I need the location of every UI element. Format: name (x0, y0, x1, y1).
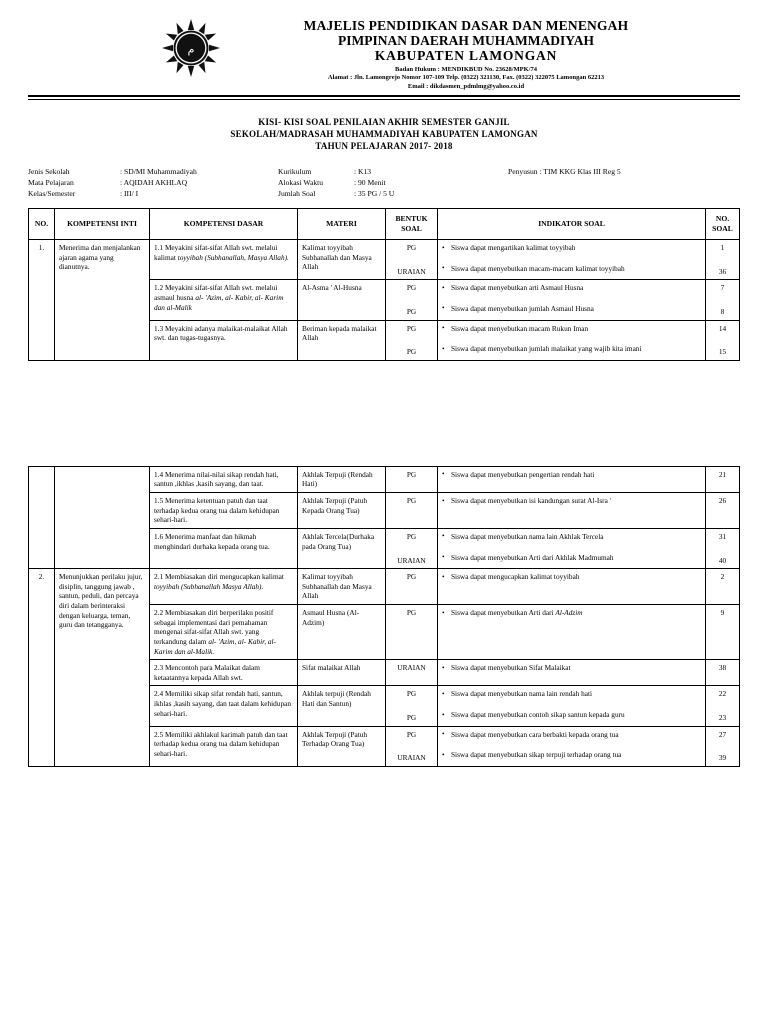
header-bentuk-line1: BENTUK (395, 213, 428, 223)
identity-middle-values (354, 166, 394, 199)
table-row (29, 569, 740, 605)
bentuk-soal-value: PG (406, 469, 417, 479)
indikator-item: • Siswa dapat mengucapkan kalimat toyyibah (442, 572, 701, 582)
value-kurikulum: : K13 (354, 166, 372, 176)
org-line-2: PIMPINAN DAERAH MUHAMMADIYAH (338, 33, 594, 49)
indikator-item: • Siswa dapat menyebutkan pengertian rendah hati (442, 470, 701, 480)
org-line-3: KABUPATEN LAMONGAN (374, 48, 558, 64)
cell-kompetensi-inti: Menunjukkan perilaku jujur, disiplin, tanggung jawab , santun, peduli, dan percaya diri dalam berinteraksi dengan keluarga, teman, guru dan tetangganya. (55, 569, 150, 767)
indikator-item: • Siswa dapat menyebutkan contoh sikap santun kepada guru (442, 710, 701, 720)
table-header-row (29, 208, 740, 239)
cell-kompetensi-dasar: 1.1 Meyakini sifat-sifat Allah swt. melalui kalimat toyyibah (Subhanallah, Masya Allah). (150, 240, 298, 280)
cell-materi: Asmaul Husna (Al-Adzim) (298, 605, 386, 660)
bentuk-soal-value: PG (406, 323, 417, 333)
cell-kompetensi-dasar: 2.2 Membiasakan diri berperilaku positif sebagai implementasi dari pemahaman mengenai sifat-sifat Allah swt. yang terkandung dalam al- 'Azim, al- Kabir, al- Karim dan al-Malik. (150, 605, 298, 660)
cell-indikator-soal (438, 466, 706, 492)
cell-indikator-soal (438, 493, 706, 529)
cell-no-soal (706, 726, 740, 766)
kisi-kisi-table-part-1 (28, 208, 740, 361)
bentuk-soal-value: PG (406, 729, 417, 739)
cell-materi: Akhlak Terpuji (Patuh Kepada Orang Tua) (298, 493, 386, 529)
cell-indikator-soal (438, 280, 706, 320)
cell-no-soal (706, 280, 740, 320)
cell-indikator-soal (438, 686, 706, 726)
indikator-item: • Siswa dapat menyebutkan macam-macam kalimat toyyibah (442, 264, 701, 274)
org-line-1: MAJELIS PENDIDIKAN DASAR DAN MENENGAH (303, 18, 629, 33)
label-jumlah-soal: Jumlah Soal (278, 188, 316, 198)
muhammadiyah-logo-icon (156, 18, 226, 80)
table-row (29, 240, 740, 280)
bentuk-soal-value: URAIAN (397, 753, 426, 763)
indikator-item: • Siswa dapat menyebutkan jumlah Asmaul Husna (442, 304, 701, 314)
no-soal-value: 23 (718, 713, 727, 722)
no-soal-value: 26 (718, 496, 727, 505)
cell-indikator-soal (438, 569, 706, 605)
value-penyusun: Penyusun : TIM KKG Klas III Reg 5 (508, 166, 621, 176)
cell-kompetensi-dasar: 2.3 Mencontoh para Malaikat dalam ketaatannya kepada Allah swt. (150, 660, 298, 686)
cell-bentuk-soal (386, 466, 438, 492)
cell-bentuk-soal (386, 686, 438, 726)
cell-bentuk-soal (386, 320, 438, 360)
label-kelas-semester: Kelas/Semester (28, 188, 76, 198)
cell-kompetensi-dasar: 1.3 Meyakini adanya malaikat-malaikat Allah swt. dan tugas-tugasnya. (150, 320, 298, 360)
page-break-gap (28, 361, 740, 457)
document-title (28, 116, 740, 152)
bentuk-soal-value: PG (406, 689, 417, 699)
letterhead-text (232, 18, 740, 91)
bentuk-soal-value: PG (406, 713, 417, 722)
header-no-soal (706, 208, 740, 239)
title-line-2: SEKOLAH/MADRASAH MUHAMMADIYAH KABUPATEN LAMONGAN (230, 128, 538, 139)
cell-no-soal (706, 569, 740, 605)
title-line-1: KISI- KISI SOAL PENILAIAN AKHIR SEMESTER GANJIL (258, 116, 510, 127)
no-soal-value: 31 (718, 531, 727, 541)
value-jumlah-soal: : 35 PG / 5 U (354, 188, 395, 198)
cell-no: 2. (29, 569, 55, 767)
cell-materi: Akhlak Terpuji (Rendah Hati) (298, 466, 386, 492)
table-body-part-1 (29, 240, 740, 361)
cell-indikator-soal (438, 726, 706, 766)
cell-no-soal (706, 605, 740, 660)
cell-no-soal (706, 493, 740, 529)
label-jenis-sekolah: Jenis Sekolah (28, 166, 70, 176)
title-line-3: TAHUN PELAJARAN 2017- 2018 (315, 140, 453, 151)
no-soal-value: 8 (720, 306, 725, 316)
value-alokasi-waktu: : 90 Menit (354, 177, 386, 187)
indikator-item: • Siswa dapat menyebutkan Arti dari Akhlak Madmumah (442, 553, 701, 563)
header-divider-thick (28, 95, 740, 97)
cell-kompetensi-dasar: 2.4 Memiliki sikap sifat rendah hati, santun, ikhlas ,kasih sayang, dan taat dalam kehidupan sehari-hari. (150, 686, 298, 726)
no-soal-value: 22 (718, 689, 727, 699)
no-soal-value: 14 (718, 323, 727, 333)
cell-materi: Kalimat toyyibah Subhanallah dan Masya Allah (298, 569, 386, 605)
no-soal-value: 36 (718, 266, 727, 276)
no-soal-value: 38 (718, 663, 727, 673)
bentuk-soal-value: URAIAN (397, 266, 426, 276)
identity-column-left (28, 166, 278, 199)
indikator-item: • Siswa dapat menyebutkan nama lain Akhlak Tercela (442, 532, 701, 542)
cell-no: 1. (29, 240, 55, 361)
header-bentuk-line2: SOAL (401, 223, 422, 233)
no-soal-value: 15 (718, 347, 727, 357)
cell-bentuk-soal (386, 280, 438, 320)
table-row (29, 466, 740, 492)
cell-kompetensi-inti (55, 466, 150, 568)
cell-kompetensi-inti: Menerima dan menjalankan ajaran agama yang dianutnya. (55, 240, 150, 361)
cell-no (29, 466, 55, 568)
cell-materi: Sifat malaikat Allah (298, 660, 386, 686)
value-mata-pelajaran: : AQIDAH AKHLAQ (120, 177, 188, 187)
header-divider-thin (28, 99, 740, 100)
cell-kompetensi-dasar: 1.4 Menerima nilai-nilai sikap rendah hati, santun ,ikhlas ,kasih sayang, dan taat. (150, 466, 298, 492)
value-jenis-sekolah: : SD/MI Muhammadiyah (120, 166, 197, 176)
cell-kompetensi-dasar: 2.5 Memiliki akhlakul karimah patuh dan taat terhadap kedua orang tua dalam kehidupan sehari-hari. (150, 726, 298, 766)
bentuk-soal-value: PG (406, 496, 417, 505)
identity-middle-labels (278, 166, 354, 199)
cell-materi: Beriman kepada malaikat Allah (298, 320, 386, 360)
header-no: NO. (29, 208, 55, 239)
indikator-item: • Siswa dapat menyebutkan arti Asmaul Husna (442, 283, 701, 293)
indikator-item: • Siswa dapat menyebutkan nama lain rendah hati (442, 689, 701, 699)
cell-bentuk-soal (386, 605, 438, 660)
table-body-part-2 (29, 466, 740, 766)
indikator-item: • Siswa dapat menyebutkan sikap terpuji terhadap orang tua (442, 750, 701, 760)
no-soal-value: 27 (718, 729, 727, 739)
kisi-kisi-table-part-2 (28, 466, 740, 767)
identity-left-values (120, 166, 197, 199)
cell-no-soal (706, 686, 740, 726)
header-nosoal-line1: NO. (715, 213, 730, 223)
indikator-item: • Siswa dapat menyebutkan Sifat Malaikat (442, 663, 701, 673)
indikator-item: • Siswa dapat menyebutkan cara berbakti kepada orang tua (442, 730, 701, 740)
no-soal-value: 9 (720, 608, 725, 617)
cell-indikator-soal (438, 528, 706, 568)
no-soal-value: 7 (720, 283, 725, 293)
cell-bentuk-soal (386, 240, 438, 280)
badan-hukum-text: Badan Hukum : MENDIKBUD No. 23628/MPK/74 (395, 65, 537, 73)
header-bentuk-soal (386, 208, 438, 239)
bentuk-soal-value: PG (406, 347, 417, 357)
cell-indikator-soal (438, 660, 706, 686)
cell-materi: Akhlak Tercela(Durhaka pada Orang Tua) (298, 528, 386, 568)
cell-materi: Akhlak Terpuji (Patuh Terhadap Orang Tua) (298, 726, 386, 766)
cell-no-soal (706, 320, 740, 360)
bentuk-soal-value: PG (406, 531, 417, 541)
bentuk-soal-value: PG (406, 283, 417, 293)
cell-materi: Al-Asma ' Al-Husna (298, 280, 386, 320)
cell-materi: Akhlak terpuji (Rendah Hati dan Santun) (298, 686, 386, 726)
no-soal-value: 40 (718, 555, 727, 565)
header-kompetensi-dasar: KOMPETENSI DASAR (150, 208, 298, 239)
cell-kompetensi-dasar: 2.1 Membiasakan diri mengucapkan kalimat toyyibah (Subhanallah Masya Allah). (150, 569, 298, 605)
cell-indikator-soal (438, 240, 706, 280)
identity-column-right (508, 166, 740, 199)
cell-no-soal (706, 528, 740, 568)
label-alokasi-waktu: Alokasi Waktu (278, 177, 324, 187)
label-mata-pelajaran: Mata Pelajaran (28, 177, 74, 187)
no-soal-value: 21 (718, 469, 727, 479)
cell-indikator-soal (438, 605, 706, 660)
address-text: Alamat : Jln. Lamongrejo Nomor 107-109 Telp. (0322) 321130, Fax. (0322) 322075 Lamongan 62213 (327, 74, 605, 82)
label-kurikulum: Kurikulum (278, 166, 312, 176)
cell-no-soal (706, 240, 740, 280)
indikator-item: • Siswa dapat mengartikan kalimat toyyibah (442, 243, 701, 253)
cell-kompetensi-dasar: 1.5 Menerima ketentuan patuh dan taat terhadap kedua orang tua dalam kehidupan sehari-hari. (150, 493, 298, 529)
bentuk-soal-value: PG (406, 572, 417, 582)
cell-kompetensi-dasar: 1.6 Menerima manfaat dan hikmah menghindari durhaka kepada orang tua. (150, 528, 298, 568)
cell-bentuk-soal (386, 528, 438, 568)
bentuk-soal-value: PG (406, 243, 417, 252)
identity-block (28, 166, 740, 199)
header-materi: MATERI (298, 208, 386, 239)
indikator-item: • Siswa dapat menyebutkan Arti dari Al-Adzim (442, 608, 701, 618)
indikator-item: • Siswa dapat menyebutkan isi kandungan surat Al-Isra ' (442, 496, 701, 506)
cell-bentuk-soal (386, 726, 438, 766)
header-kompetensi-inti: KOMPETENSI INTI (55, 208, 150, 239)
cell-kompetensi-dasar: 1.2 Meyakini sifat-sifat Allah swt. melalui asmaul husna al- 'Azim, al- Kabir, al- Karim dan al-Malik (150, 280, 298, 320)
bentuk-soal-value: URAIAN (397, 663, 426, 673)
cell-indikator-soal (438, 320, 706, 360)
letterhead (28, 18, 740, 91)
header-nosoal-line2: SOAL (712, 223, 733, 233)
no-soal-value: 39 (718, 753, 727, 763)
header-indikator-soal: INDIKATOR SOAL (438, 208, 706, 239)
cell-bentuk-soal (386, 493, 438, 529)
indikator-item: • Siswa dapat menyebutkan macam Rukun Iman (442, 324, 701, 334)
indikator-item: • Siswa dapat menyebutkan jumlah malaikat yang wajib kita imani (442, 344, 701, 354)
identity-column-middle (278, 166, 508, 199)
email-text: Email : dikdasmen_pdmlmg@yahoo.co.id (407, 82, 525, 90)
cell-materi: Kalimat toyyibah Subhanallah dan Masya Allah (298, 240, 386, 280)
svg-text:م: م (187, 43, 195, 56)
cell-no-soal (706, 466, 740, 492)
cell-bentuk-soal (386, 660, 438, 686)
bentuk-soal-value: PG (406, 306, 417, 316)
identity-left-labels (28, 166, 120, 199)
bentuk-soal-value: PG (406, 608, 417, 617)
no-soal-value: 2 (720, 572, 725, 582)
value-kelas-semester: : III/ I (120, 188, 139, 198)
no-soal-value: 1 (720, 243, 725, 252)
cell-no-soal (706, 660, 740, 686)
bentuk-soal-value: URAIAN (397, 555, 426, 565)
cell-bentuk-soal (386, 569, 438, 605)
